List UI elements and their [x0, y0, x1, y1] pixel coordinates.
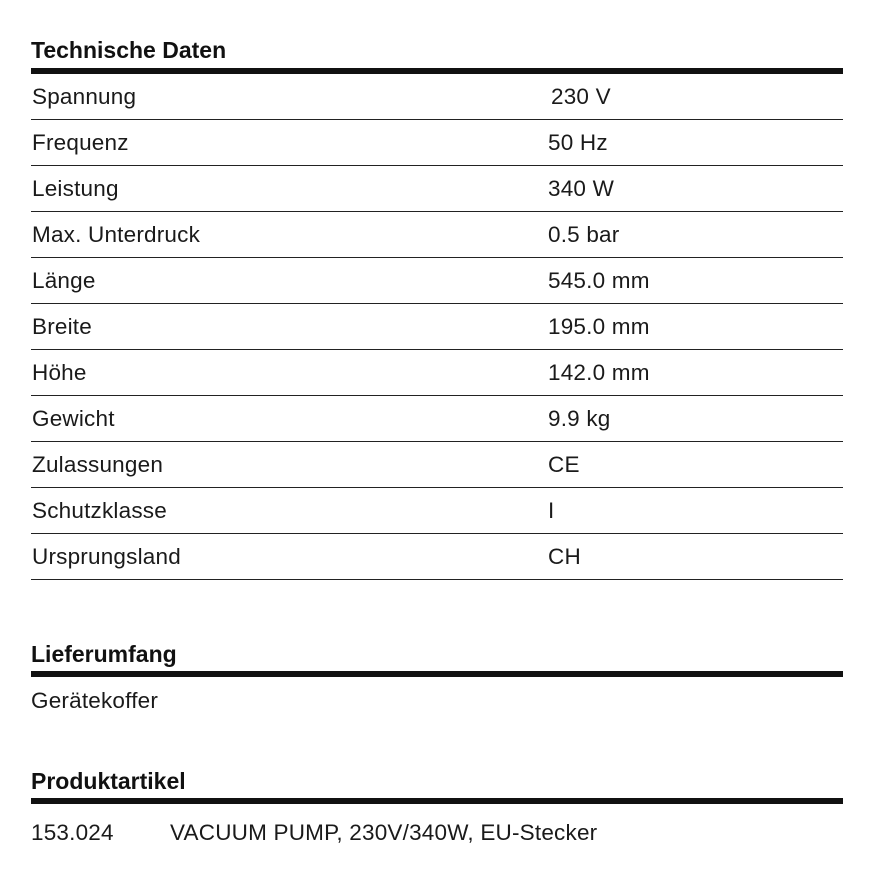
table-row: [31, 396, 843, 442]
product-article-rule: [31, 798, 843, 804]
row-label-hoehe: Höhe: [32, 360, 87, 385]
row-value-ursprungsland: CH: [548, 544, 581, 569]
scope-of-delivery-rule: [31, 671, 843, 677]
row-value-leistung: 340 W: [548, 176, 615, 201]
row-label-laenge: Länge: [32, 268, 96, 293]
row-label-max-unterdruck: Max. Unterdruck: [32, 222, 201, 247]
row-label-ursprungsland: Ursprungsland: [32, 544, 181, 569]
row-label-spannung: Spannung: [32, 84, 137, 109]
scope-of-delivery-item: Gerätekoffer: [31, 688, 159, 713]
row-label-zulassungen: Zulassungen: [32, 452, 164, 477]
row-label-gewicht: Gewicht: [32, 406, 115, 431]
table-row: [31, 350, 843, 396]
table-row: [31, 120, 843, 166]
table-row: [31, 304, 843, 350]
product-article-description: VACUUM PUMP, 230V/340W, EU-Stecker: [170, 820, 598, 845]
table-row: [31, 74, 843, 120]
row-value-gewicht: 9.9 kg: [548, 406, 611, 431]
row-label-leistung: Leistung: [32, 176, 119, 201]
row-value-frequenz: 50 Hz: [548, 130, 608, 155]
row-value-zulassungen: CE: [548, 452, 580, 477]
scope-of-delivery-title: Lieferumfang: [31, 641, 177, 667]
technical-data-title: Technische Daten: [31, 37, 227, 63]
product-article-title: Produktartikel: [31, 768, 186, 794]
table-row: [31, 166, 843, 212]
table-row: [31, 534, 843, 580]
row-value-max-unterdruck: 0.5 bar: [548, 222, 620, 247]
row-value-hoehe: 142.0 mm: [548, 360, 650, 385]
table-row: [31, 442, 843, 488]
row-value-laenge: 545.0 mm: [548, 268, 650, 293]
row-label-frequenz: Frequenz: [32, 130, 129, 155]
table-row: [31, 488, 843, 534]
table-row: [31, 212, 843, 258]
table-row: [31, 258, 843, 304]
row-label-schutzklasse: Schutzklasse: [32, 498, 167, 523]
row-value-breite: 195.0 mm: [548, 314, 650, 339]
technical-data-table: [31, 74, 843, 580]
product-article-number: 153.024: [31, 820, 114, 845]
row-label-breite: Breite: [32, 314, 92, 339]
row-value-spannung: 230 V: [551, 84, 611, 109]
row-value-schutzklasse: I: [548, 498, 555, 523]
